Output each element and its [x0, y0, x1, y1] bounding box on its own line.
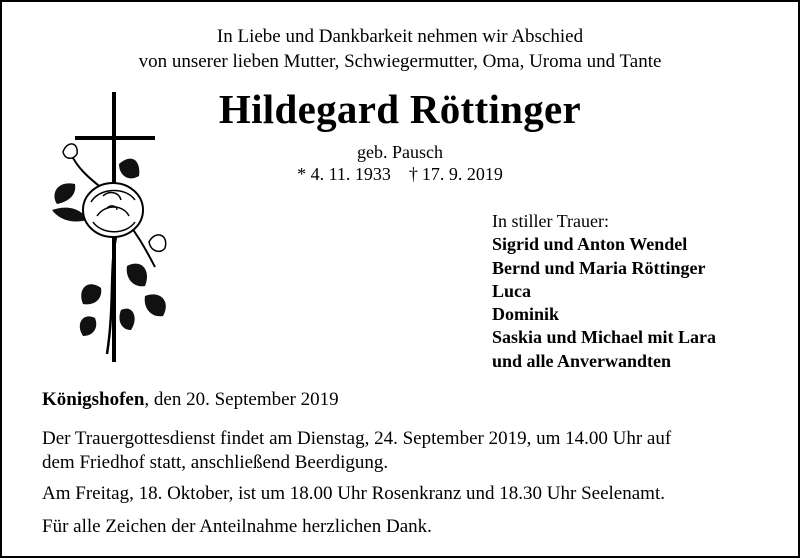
- service-info: [42, 427, 772, 475]
- mourners-list: [492, 210, 716, 373]
- place-name: Königshofen: [42, 389, 145, 410]
- service-line-2: dem Friedhof statt, anschließend Beerdigung.: [42, 452, 389, 473]
- place-and-date: [42, 388, 339, 412]
- birth-name: geb. Pausch: [357, 142, 443, 162]
- deceased-name: Hildegard Röttinger: [218, 86, 582, 132]
- thanks-note: Für alle Zeichen der Anteilnahme herzlichen Dank.: [42, 516, 432, 537]
- notice-date: , den 20. September 2019: [144, 389, 339, 410]
- service-line-1: Der Trauergottesdienst findet am Dienstag, 24. September 2019, um 14.00 Uhr auf: [42, 428, 672, 449]
- intro-text: [2, 24, 798, 74]
- intro-line-2: von unserer lieben Mutter, Schwiegermutter, Oma, Uroma und Tante: [138, 51, 662, 72]
- mourner-entry: Dominik: [492, 304, 560, 325]
- birth-date: * 4. 11. 1933: [297, 164, 391, 184]
- rosary-info: Am Freitag, 18. Oktober, ist um 18.00 Uhr Rosenkranz und 18.30 Uhr Seelenamt.: [42, 483, 665, 504]
- mourners-lead: In stiller Trauer:: [492, 211, 609, 231]
- mourner-entry: Saskia und Michael mit Lara: [492, 327, 717, 348]
- intro-line-1: In Liebe und Dankbarkeit nehmen wir Abschied: [216, 26, 584, 47]
- death-date: 17. 9. 2019: [421, 164, 503, 184]
- death-symbol: †: [408, 164, 418, 184]
- mourner-entry: und alle Anverwandten: [492, 350, 672, 371]
- cross-with-rose-icon: [47, 92, 177, 362]
- mourner-entry: Luca: [492, 280, 532, 301]
- mourner-entry: Sigrid und Anton Wendel: [492, 234, 688, 255]
- mourner-entry: Bernd und Maria Röttinger: [492, 257, 706, 278]
